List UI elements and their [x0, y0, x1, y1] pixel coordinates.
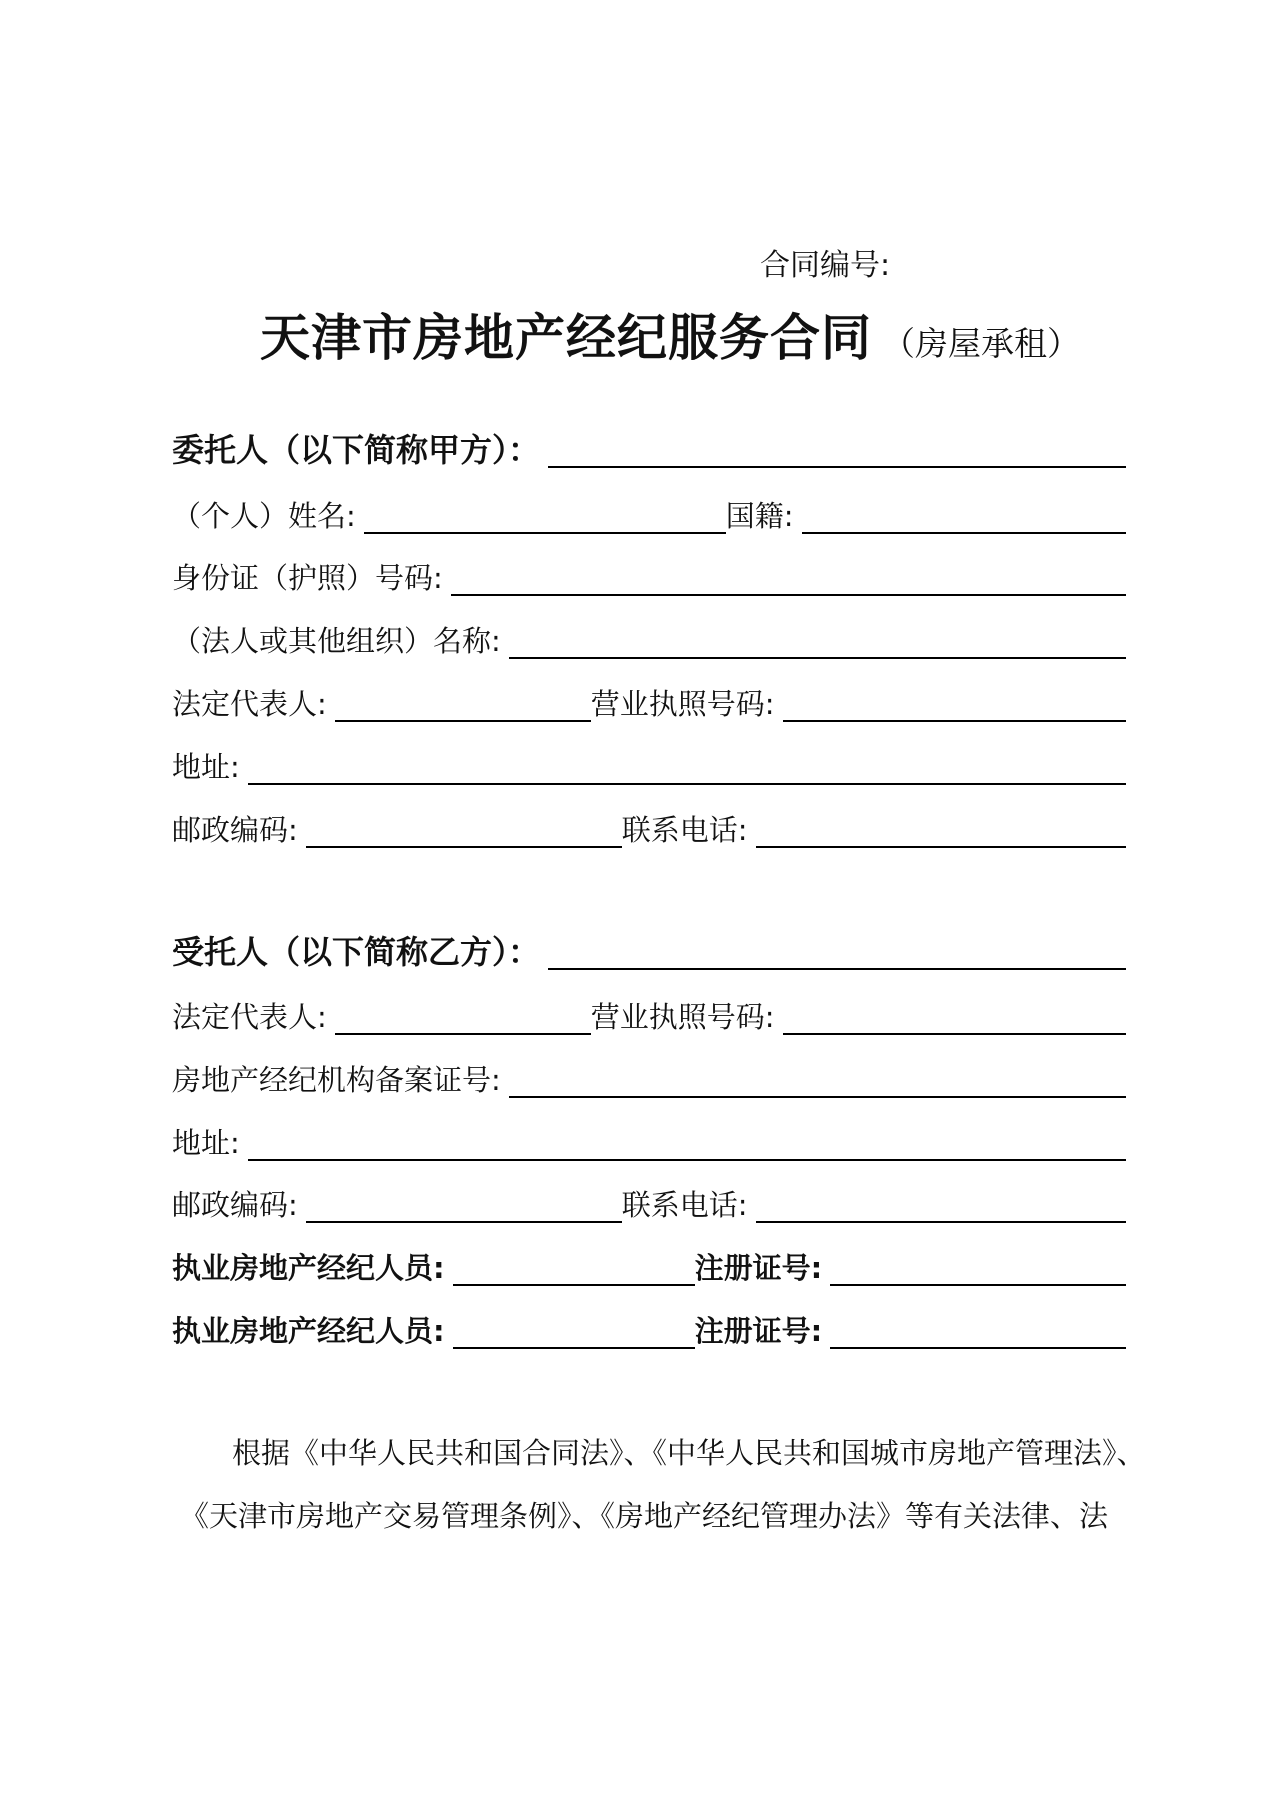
org-name-label: （法人或其他组织）名称:: [172, 624, 501, 658]
license-field[interactable]: [783, 684, 1126, 722]
party-a-heading-row: [172, 430, 1126, 470]
party-a-name-field[interactable]: [548, 430, 1126, 468]
party-b-heading: 受托人（以下简称乙方）：: [172, 933, 541, 971]
phone-label: 联系电话:: [621, 813, 748, 847]
postcode-field[interactable]: [306, 1185, 622, 1223]
address-field[interactable]: [248, 747, 1126, 785]
page-title: [260, 298, 1080, 370]
body-paragraph-line-2: 《天津市房地产交易管理条例》、《房地产经纪管理办法》等有关法律、法: [180, 1499, 1109, 1533]
registration-label: 注册证号:: [694, 1251, 823, 1285]
legal-rep-field[interactable]: [335, 997, 591, 1035]
party-a-org-row: [172, 621, 1126, 661]
nationality-label: 国籍:: [725, 499, 794, 533]
party-a-legal-row: [172, 684, 1126, 724]
phone-label: 联系电话:: [621, 1188, 748, 1222]
phone-field[interactable]: [756, 1185, 1126, 1223]
postcode-label: 邮政编码:: [172, 1188, 298, 1222]
filing-label: 房地产经纪机构备案证号:: [172, 1063, 501, 1097]
party-a-name-row: [172, 496, 1126, 536]
party-b-contact-row: [172, 1185, 1126, 1225]
postcode-label: 邮政编码:: [172, 813, 298, 847]
party-b-legal-row: [172, 997, 1126, 1037]
agent-field[interactable]: [453, 1248, 695, 1286]
party-a-id-row: [172, 558, 1126, 598]
agent-label: 执业房地产经纪人员:: [172, 1251, 445, 1285]
legal-rep-label: 法定代表人:: [172, 1000, 327, 1034]
phone-field[interactable]: [756, 810, 1126, 848]
license-label: 营业执照号码:: [590, 1000, 775, 1034]
title-subtitle: （房屋承租）: [882, 324, 1080, 363]
registration-field[interactable]: [830, 1311, 1126, 1349]
address-label: 地址:: [172, 1126, 240, 1160]
body-paragraph-line-1: 根据《中华人民共和国合同法》、《中华人民共和国城市房地产管理法》、: [232, 1436, 1146, 1470]
party-a-address-row: [172, 747, 1126, 787]
registration-label: 注册证号:: [694, 1314, 823, 1348]
id-field[interactable]: [451, 558, 1126, 596]
title-main: 天津市房地产经纪服务合同: [260, 309, 872, 367]
name-label: （个人）姓名:: [172, 499, 356, 533]
party-b-name-field[interactable]: [548, 932, 1126, 970]
party-b-filing-row: [172, 1060, 1126, 1100]
postcode-field[interactable]: [306, 810, 622, 848]
agent-field[interactable]: [453, 1311, 695, 1349]
legal-rep-label: 法定代表人:: [172, 687, 327, 721]
license-field[interactable]: [783, 997, 1126, 1035]
nationality-field[interactable]: [802, 496, 1126, 534]
party-b-heading-row: [172, 932, 1126, 972]
contract-number-label: 合同编号:: [760, 248, 891, 283]
name-field[interactable]: [364, 496, 726, 534]
filing-field[interactable]: [509, 1060, 1126, 1098]
agent-row-2: [172, 1311, 1126, 1351]
address-field[interactable]: [248, 1123, 1126, 1161]
registration-field[interactable]: [830, 1248, 1126, 1286]
agent-row-1: [172, 1248, 1126, 1288]
license-label: 营业执照号码:: [590, 687, 775, 721]
party-b-address-row: [172, 1123, 1126, 1163]
address-label: 地址:: [172, 750, 240, 784]
legal-rep-field[interactable]: [335, 684, 591, 722]
org-name-field[interactable]: [509, 621, 1126, 659]
party-a-contact-row: [172, 810, 1126, 850]
party-a-heading: 委托人（以下简称甲方）：: [172, 431, 541, 469]
id-label: 身份证（护照）号码:: [172, 561, 443, 595]
agent-label: 执业房地产经纪人员:: [172, 1314, 445, 1348]
